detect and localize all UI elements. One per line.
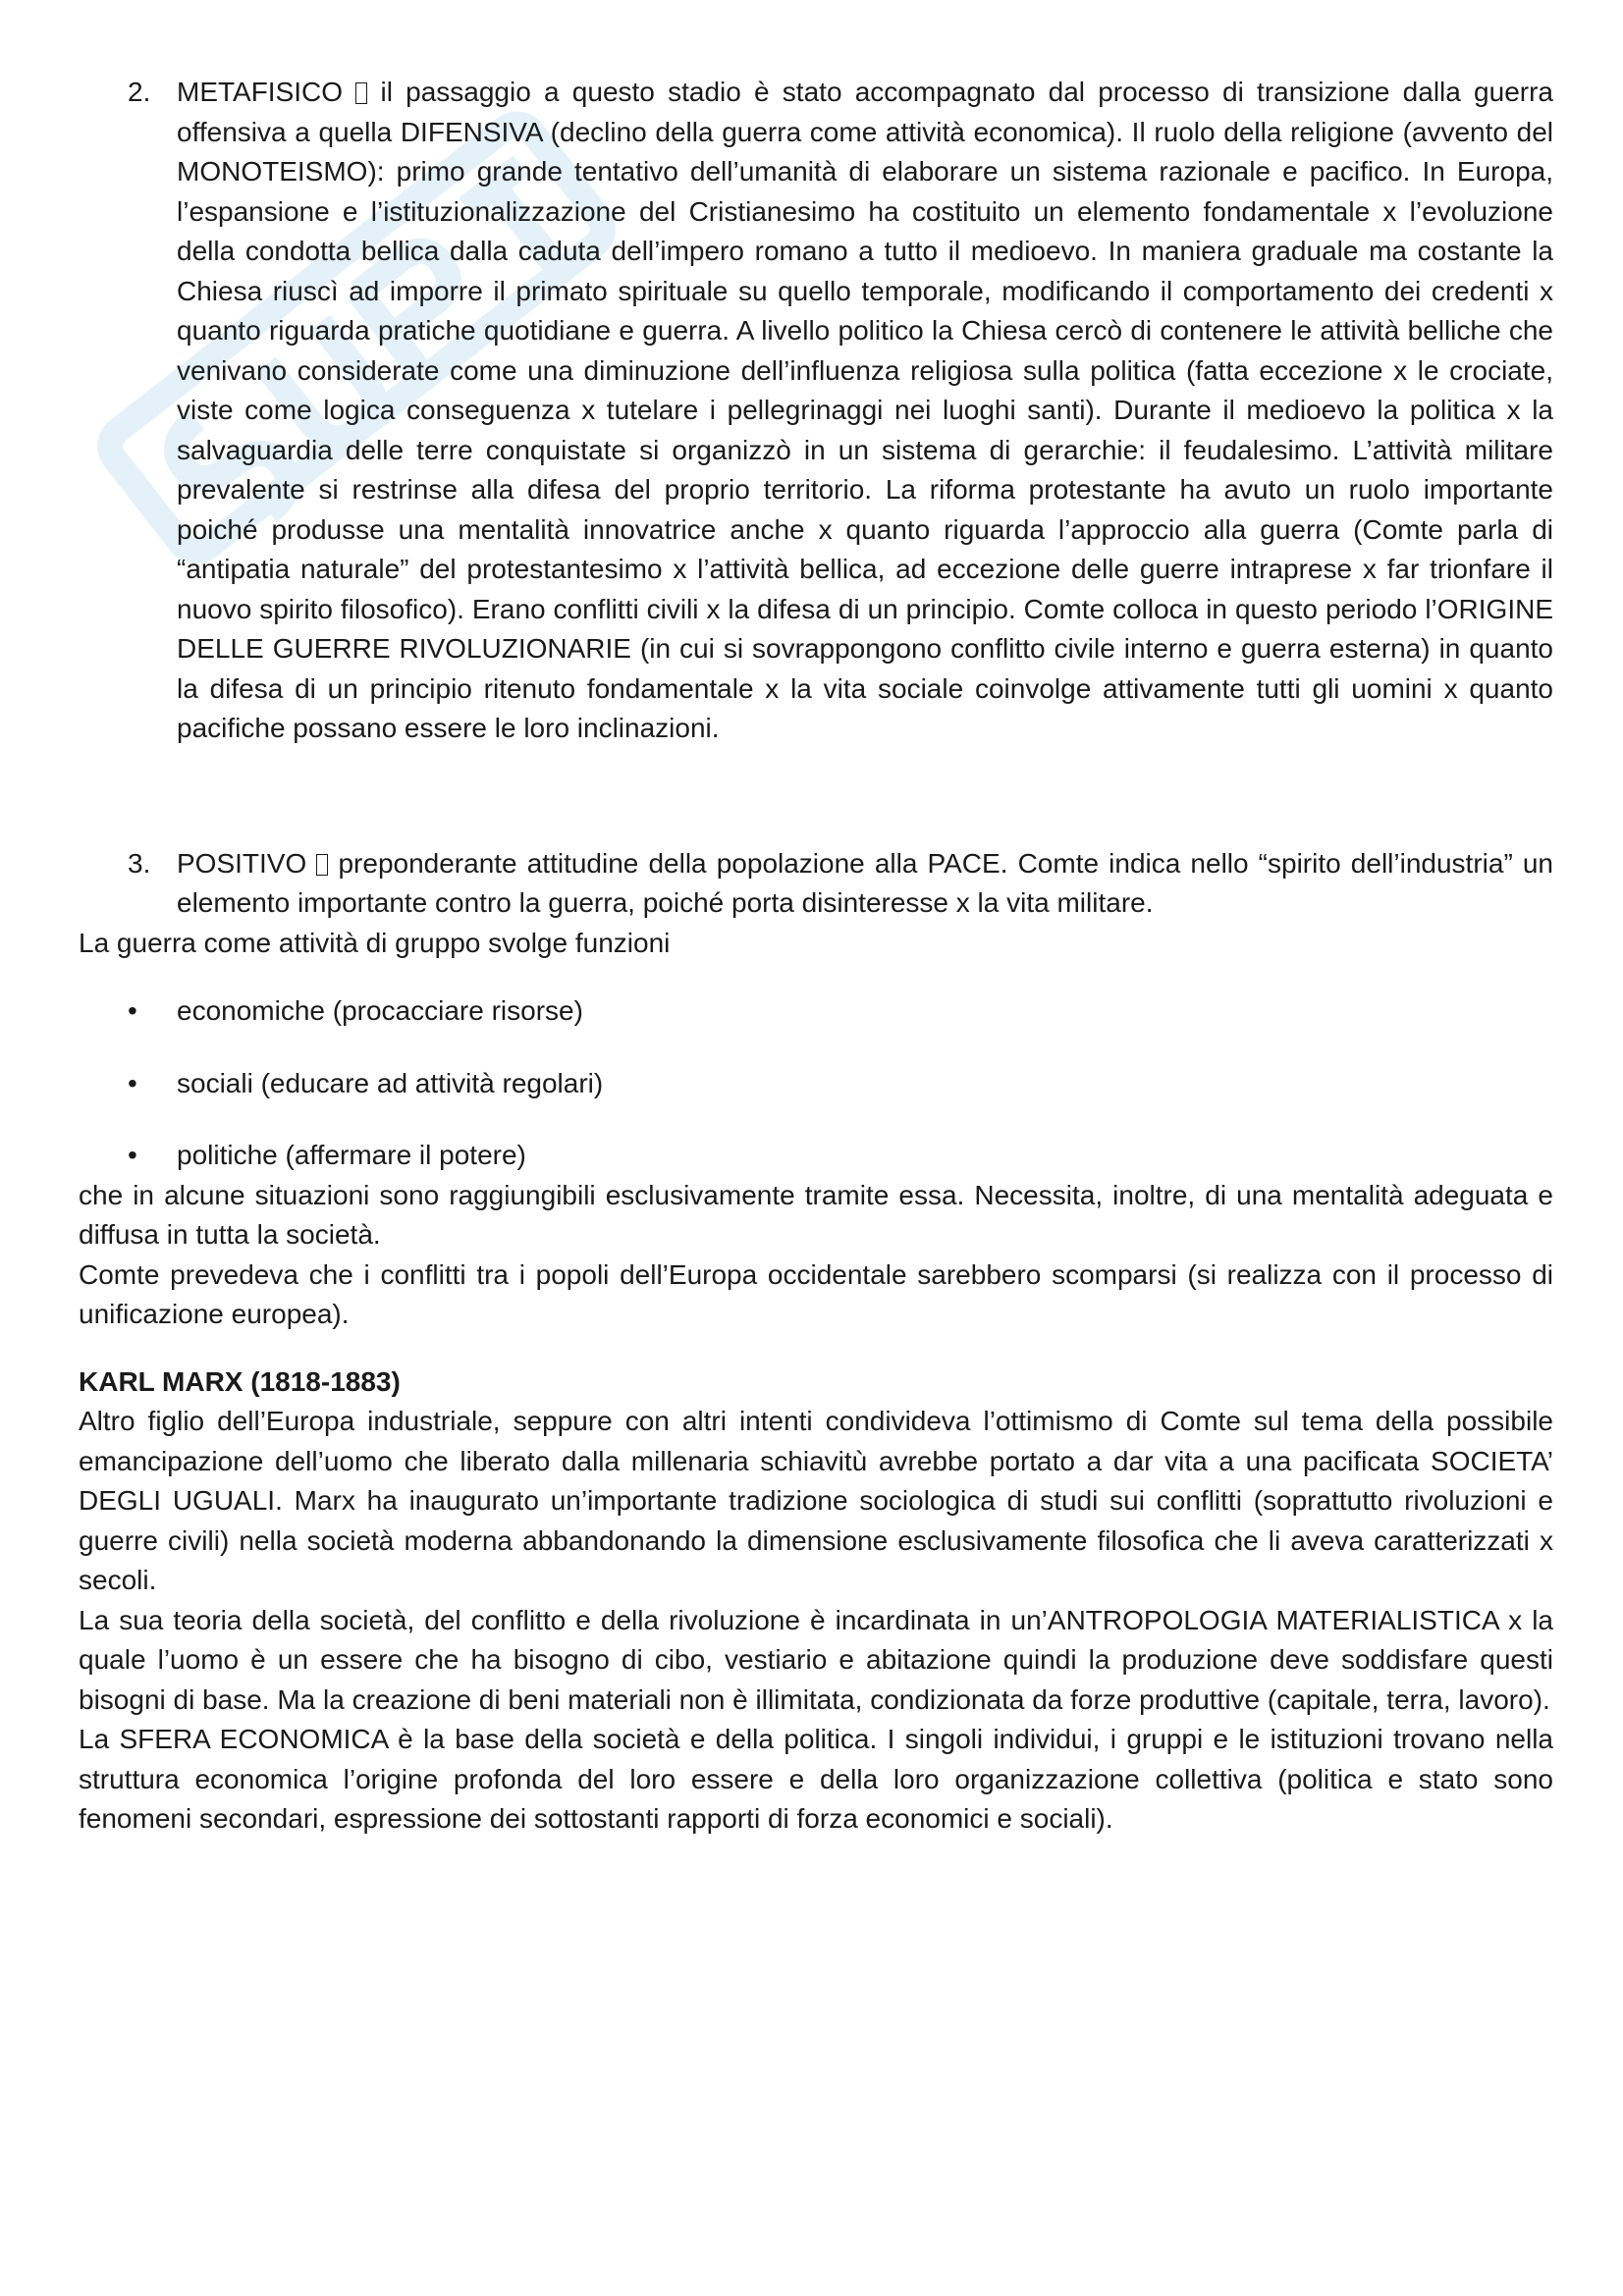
- list-item: [79, 991, 1553, 1032]
- list-item: [79, 1136, 1553, 1176]
- functions-intro: La guerra come attività di gruppo svolge funzioni: [79, 927, 671, 958]
- function-text: politiche (affermare il potere): [177, 1140, 526, 1170]
- function-text: economiche (procacciare risorse): [177, 995, 583, 1026]
- bullet-icon: •: [128, 1067, 137, 1098]
- stage-text: il passaggio a questo stadio è stato accompagnato dal processo di transizione dalla guerra offensiva a quella DIFENSIVA (declino della guerra come attività economica). Il ruolo della religione (avvento del MONOTEISMO): primo grande tentativo dell’umanità di elaborare un sistema razionale e pacifico. In Europa, l’espansione e l’istituzionalizzazione del Cristianesimo ha costituito un elemento fondamentale x l’evoluzione della condotta bellica dalla caduta dell’impero romano a tutto il medioevo. In maniera graduale ma costante la Chiesa riuscì ad imporre il primato spirituale su quello temporale, modificando il comportamento dei credenti x quanto riguarda pratiche quotidiane e guerra. A livello politico la Chiesa cercò di contenere le attività belliche che venivano considerate come una diminuzione dell’influenza religiosa sulla politica (fatta eccezione x le crociate, viste come logica conseguenza x tutelare i pellegrinaggi nei luoghi santi). Durante il medioevo la politica x la salvaguardia delle terre conquistate si organizzò in un sistema di gerarchie: il feudalesimo. L’attività militare prevalente si restrinse alla difesa del proprio territorio. La riforma protestante ha avuto un ruolo importante poiché produsse una mentalità innovatrice anche x quanto riguarda l’approccio alla guerra (Comte parla di “antipatia naturale” del protestantesimo x l’attività bellica, ad eccezione delle guerre intraprese x far trionfare il nuovo spirito filosofico). Erano conflitti civili x la difesa di un principio. Comte colloca in questo periodo l’ORIGINE DELLE GUERRE RIVOLUZIONARIE (in cui si sovrappongono conflitto civile interno e guerra esterna) in quanto la difesa di un principio ritenuto fondamentale x la vita sociale coinvolge attivamente tutti gli uomini x quanto pacifiche possano essere le loro inclinazioni.: [177, 77, 1553, 743]
- missing-glyph-box-icon: [316, 854, 328, 876]
- functions-list: [79, 991, 1553, 1176]
- marx-paragraph: La sua teoria della società, del conflitto e della rivoluzione è incardinata in un’ANTROPOLOGIA MATERIALISTICA x la quale l’uomo è un essere che ha bisogno di cibo, vestiario e abitazione quindi la produzione deve soddisfare questi bisogni di base. Ma la creazione di beni materiali non è illimitata, condizionata da forze produttive (capitale, terra, lavoro).: [79, 1604, 1553, 1715]
- stage-label: METAFISICO: [177, 77, 344, 107]
- stage-text: preponderante attitudine della popolazione alla PACE. Comte indica nello “spirito dell’industria” un elemento importante contro la guerra, poiché porta disinteresse x la vita militare.: [177, 847, 1554, 918]
- item-paragraph: [177, 73, 1553, 749]
- marx-paragraph: Altro figlio dell’Europa industriale, seppure con altri intenti condivideva l’ottimismo di Comte sul tema della possibile emancipazione dell’uomo che liberato dalla millenaria schiavitù avrebbe portato a dar vita a una pacificata SOCIETA’ DEGLI UGUALI. Marx ha inaugurato un’importante tradizione sociologica di studi sui conflitti (soprattutto rivoluzioni e guerre civili) nella società moderna abbandonando la dimensione esclusivamente filosofica che li aveva caratterizzati x secoli.: [79, 1406, 1553, 1595]
- stage-label: POSITIVO: [177, 847, 307, 879]
- list-number: 3.: [128, 847, 151, 879]
- section-heading-marx: KARL MARX (1818-1883): [79, 1365, 401, 1397]
- marx-paragraph: La SFERA ECONOMICA è la base della società e della politica. I singoli individui, i gruppi e le istituzioni trovano nella struttura economica l’origine profonda del loro essere e della loro organizzazione collettiva (politica e stato sono fenomeni secondari, espressione dei sottostanti rapporti di forza economici e sociali).: [79, 1724, 1553, 1834]
- bullet-icon: •: [128, 1140, 137, 1170]
- bullet-icon: •: [128, 995, 137, 1026]
- comte-europe-paragraph: Comte prevedeva che i conflitti tra i popoli dell’Europa occidentale sarebbero scomparsi (si realizza con il processo di unificazione europea).: [79, 1258, 1553, 1329]
- item-paragraph: [177, 844, 1553, 924]
- missing-glyph-box-icon: [355, 82, 367, 104]
- list-item-positivo: [79, 844, 1553, 924]
- list-item-metafisico: [79, 73, 1553, 749]
- list-item: [79, 1064, 1553, 1104]
- document-body: [79, 73, 1553, 1840]
- list-number: 2.: [128, 77, 151, 107]
- function-text: sociali (educare ad attività regolari): [177, 1067, 604, 1098]
- functions-conclusion: che in alcune situazioni sono raggiungibili esclusivamente tramite essa. Necessita, inoltre, di una mentalità adeguata e diffusa in tutta la società.: [79, 1179, 1553, 1250]
